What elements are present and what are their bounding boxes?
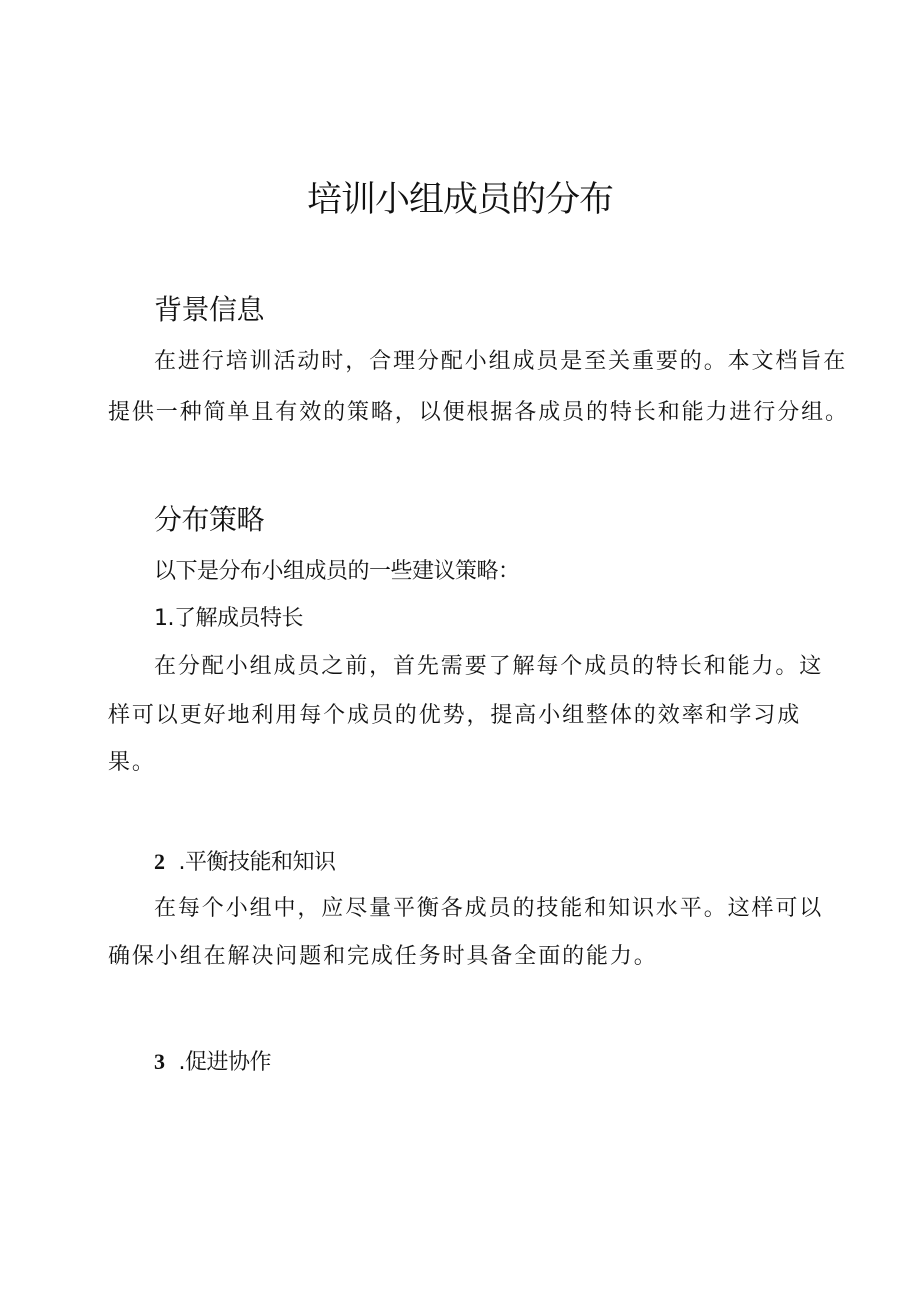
item-number: 1 [154,606,168,631]
paragraph-line: 在每个小组中，应尽量平衡各成员的技能和知识水平。这样可以 [154,896,824,921]
item-heading-3 [154,1046,271,1079]
paragraph-line: 提供一种简单且有效的策略，以便根据各成员的特长和能力进行分组。 [108,400,849,425]
section-intro: 以下是分布小组成员的一些建议策略： [154,559,520,584]
section-heading-background: 背景信息 [154,293,265,326]
paragraph-line: 果。 [108,750,156,775]
section-heading-strategy: 分布策略 [154,503,265,536]
item-heading-1 [154,603,303,635]
paragraph-line: 确保小组在解决问题和完成任务时具备全面的能力。 [108,944,658,969]
item-number: 2 [154,849,165,874]
document-title: 培训小组成员的分布 [306,180,613,220]
paragraph-line: 在分配小组成员之前，首先需要了解每个成员的特长和能力。这 [154,654,824,679]
item-title: .平衡技能和知识 [178,850,336,875]
paragraph-line: 在进行培训活动时，合理分配小组成员是至关重要的。本文档旨在 [154,349,848,374]
paragraph-line: 样可以更好地利用每个成员的优势，提高小组整体的效率和学习成 [108,703,802,728]
item-number: 3 [154,1049,165,1074]
item-heading-2 [154,846,336,879]
item-title: .促进协作 [178,1050,271,1075]
item-title: .了解成员特长 [167,606,303,631]
